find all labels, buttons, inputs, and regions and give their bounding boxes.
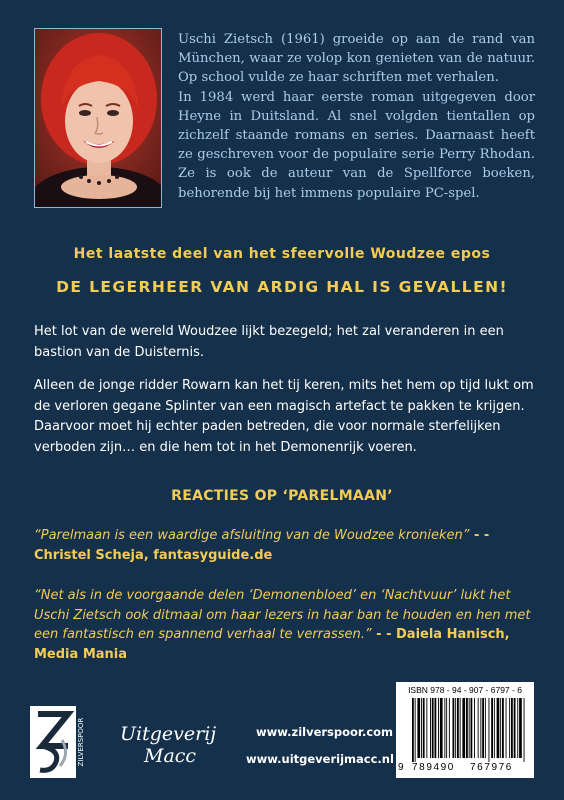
isbn-label: ISBN 978 - 94 - 907 - 6797 - 6 bbox=[408, 685, 522, 695]
isbn-barcode bbox=[396, 682, 534, 778]
macc-wordmark-line1: Uitgeverij bbox=[120, 723, 217, 745]
barcode-bar bbox=[423, 698, 425, 758]
macc-logo bbox=[118, 718, 238, 768]
barcode-bar bbox=[432, 698, 434, 758]
barcode-bar bbox=[478, 698, 479, 758]
headline: DE LEGERHEER VAN ARDIG HAL IS GEVALLEN! bbox=[56, 278, 508, 296]
review bbox=[34, 586, 534, 664]
barcode-bar bbox=[453, 698, 455, 758]
barcode-bar bbox=[469, 698, 470, 758]
barcode-bar bbox=[489, 698, 490, 762]
barcode-bar bbox=[462, 698, 465, 758]
barcode-bar bbox=[421, 698, 422, 758]
review-source: - - Daiela Hanisch, Media Mania bbox=[34, 627, 510, 662]
barcode-bar bbox=[497, 698, 500, 758]
tagline: Het laatste deel van het sfeervolle Woudzee epos bbox=[73, 246, 491, 262]
barcode-bar bbox=[449, 698, 450, 758]
barcode-bar bbox=[500, 698, 501, 758]
review bbox=[34, 526, 534, 565]
barcode-bar bbox=[440, 698, 443, 758]
blurb-paragraph: Alleen de jonge ridder Rowarn kan het tij keren, mits het hem op tijd lukt om de verloren gegane Splinter van een magisch artefact te pakken te krijgen. Daarvoor moet hij echter paden betreden, die voor normale sterfelijken verboden zijn… en die hem tot in het Demonenrijk voeren. bbox=[34, 378, 534, 455]
barcode-digit-group: 767976 bbox=[470, 762, 513, 773]
barcode-bar bbox=[514, 698, 516, 758]
author-photo bbox=[34, 28, 162, 208]
barcode-bar bbox=[485, 698, 486, 758]
barcode-bar bbox=[511, 698, 513, 758]
barcode-bar bbox=[506, 698, 507, 758]
barcode-bar bbox=[519, 698, 522, 758]
barcode-bar bbox=[474, 698, 475, 758]
barcode-bar bbox=[494, 698, 495, 758]
barcode-bar bbox=[430, 698, 431, 758]
author-bio-paragraph: Uschi Zietsch (1961) groeide op aan de rand van München, waar ze volop kon genieten van de natuur. Op school vulde ze haar schriften met verhalen. bbox=[178, 32, 535, 86]
macc-wordmark-line2: Macc bbox=[144, 745, 197, 767]
book-blurb bbox=[34, 322, 534, 471]
barcode-bar bbox=[412, 698, 414, 762]
barcode-bar bbox=[415, 698, 416, 762]
barcode-bar bbox=[457, 698, 459, 758]
barcode-bar bbox=[502, 698, 504, 758]
barcode-bar bbox=[491, 698, 493, 758]
barcode-bar bbox=[509, 698, 510, 758]
barcode-bar bbox=[460, 698, 461, 758]
barcode-bar bbox=[426, 698, 427, 758]
zilverspoor-logo bbox=[30, 706, 88, 778]
barcode-bar bbox=[417, 698, 420, 758]
zilverspoor-url[interactable]: www.zilverspoor.com bbox=[256, 725, 394, 739]
barcode-digit-lead: 9 bbox=[398, 762, 404, 773]
barcode-bar bbox=[446, 698, 447, 758]
review-source: - - Christel Scheja, fantasyguide.de bbox=[34, 528, 490, 563]
author-portrait-image bbox=[35, 29, 162, 208]
review-quote: “Net als in de voorgaande delen ‘Demonenbloed’ en ‘Nachtvuur’ lukt het Uschi Zietsch ook ditmaal om haar lezers in haar ban te houden en hen met een fantastisch en spannend verhaal te verrassen.” bbox=[34, 588, 531, 642]
barcode-bar bbox=[444, 698, 445, 758]
barcode-digit-group: 789490 bbox=[412, 762, 455, 773]
barcode-bar bbox=[466, 698, 468, 758]
barcode-bar bbox=[435, 698, 437, 758]
author-bio-paragraph: In 1984 werd haar eerste roman uitgegeven door Heyne in Duitsland. Al snel volgden tientallen op zichzelf staande romans en series. Daarnaast heeft ze geschreven voor de populaire serie Perry Rhodan. Ze is ook de auteur van de Spellforce boeken, behorende bij het immens populaire PC-spel. bbox=[178, 89, 535, 201]
review-quote: “Parelmaan is een waardige afsluiting van de Woudzee kronieken” bbox=[34, 528, 470, 543]
barcode-bar bbox=[455, 698, 456, 758]
zilverspoor-wordmark: ZILVERSPOOR bbox=[77, 717, 85, 767]
barcode-bar bbox=[471, 698, 473, 758]
author-bio bbox=[178, 30, 535, 203]
barcode-bars bbox=[402, 698, 528, 762]
barcode-bar bbox=[438, 698, 439, 758]
barcode-bar bbox=[524, 698, 525, 762]
barcode-bar bbox=[517, 698, 518, 758]
barcode-bar bbox=[480, 698, 481, 758]
macc-url[interactable]: www.uitgeverijmacc.nl bbox=[246, 752, 394, 766]
barcode-bar bbox=[482, 698, 484, 758]
blurb-paragraph: Het lot van de wereld Woudzee lijkt bezegeld; het zal veranderen in een bastion van de Duisternis. bbox=[34, 324, 504, 360]
reviews-heading: REACTIES OP ‘PARELMAAN’ bbox=[171, 488, 393, 504]
